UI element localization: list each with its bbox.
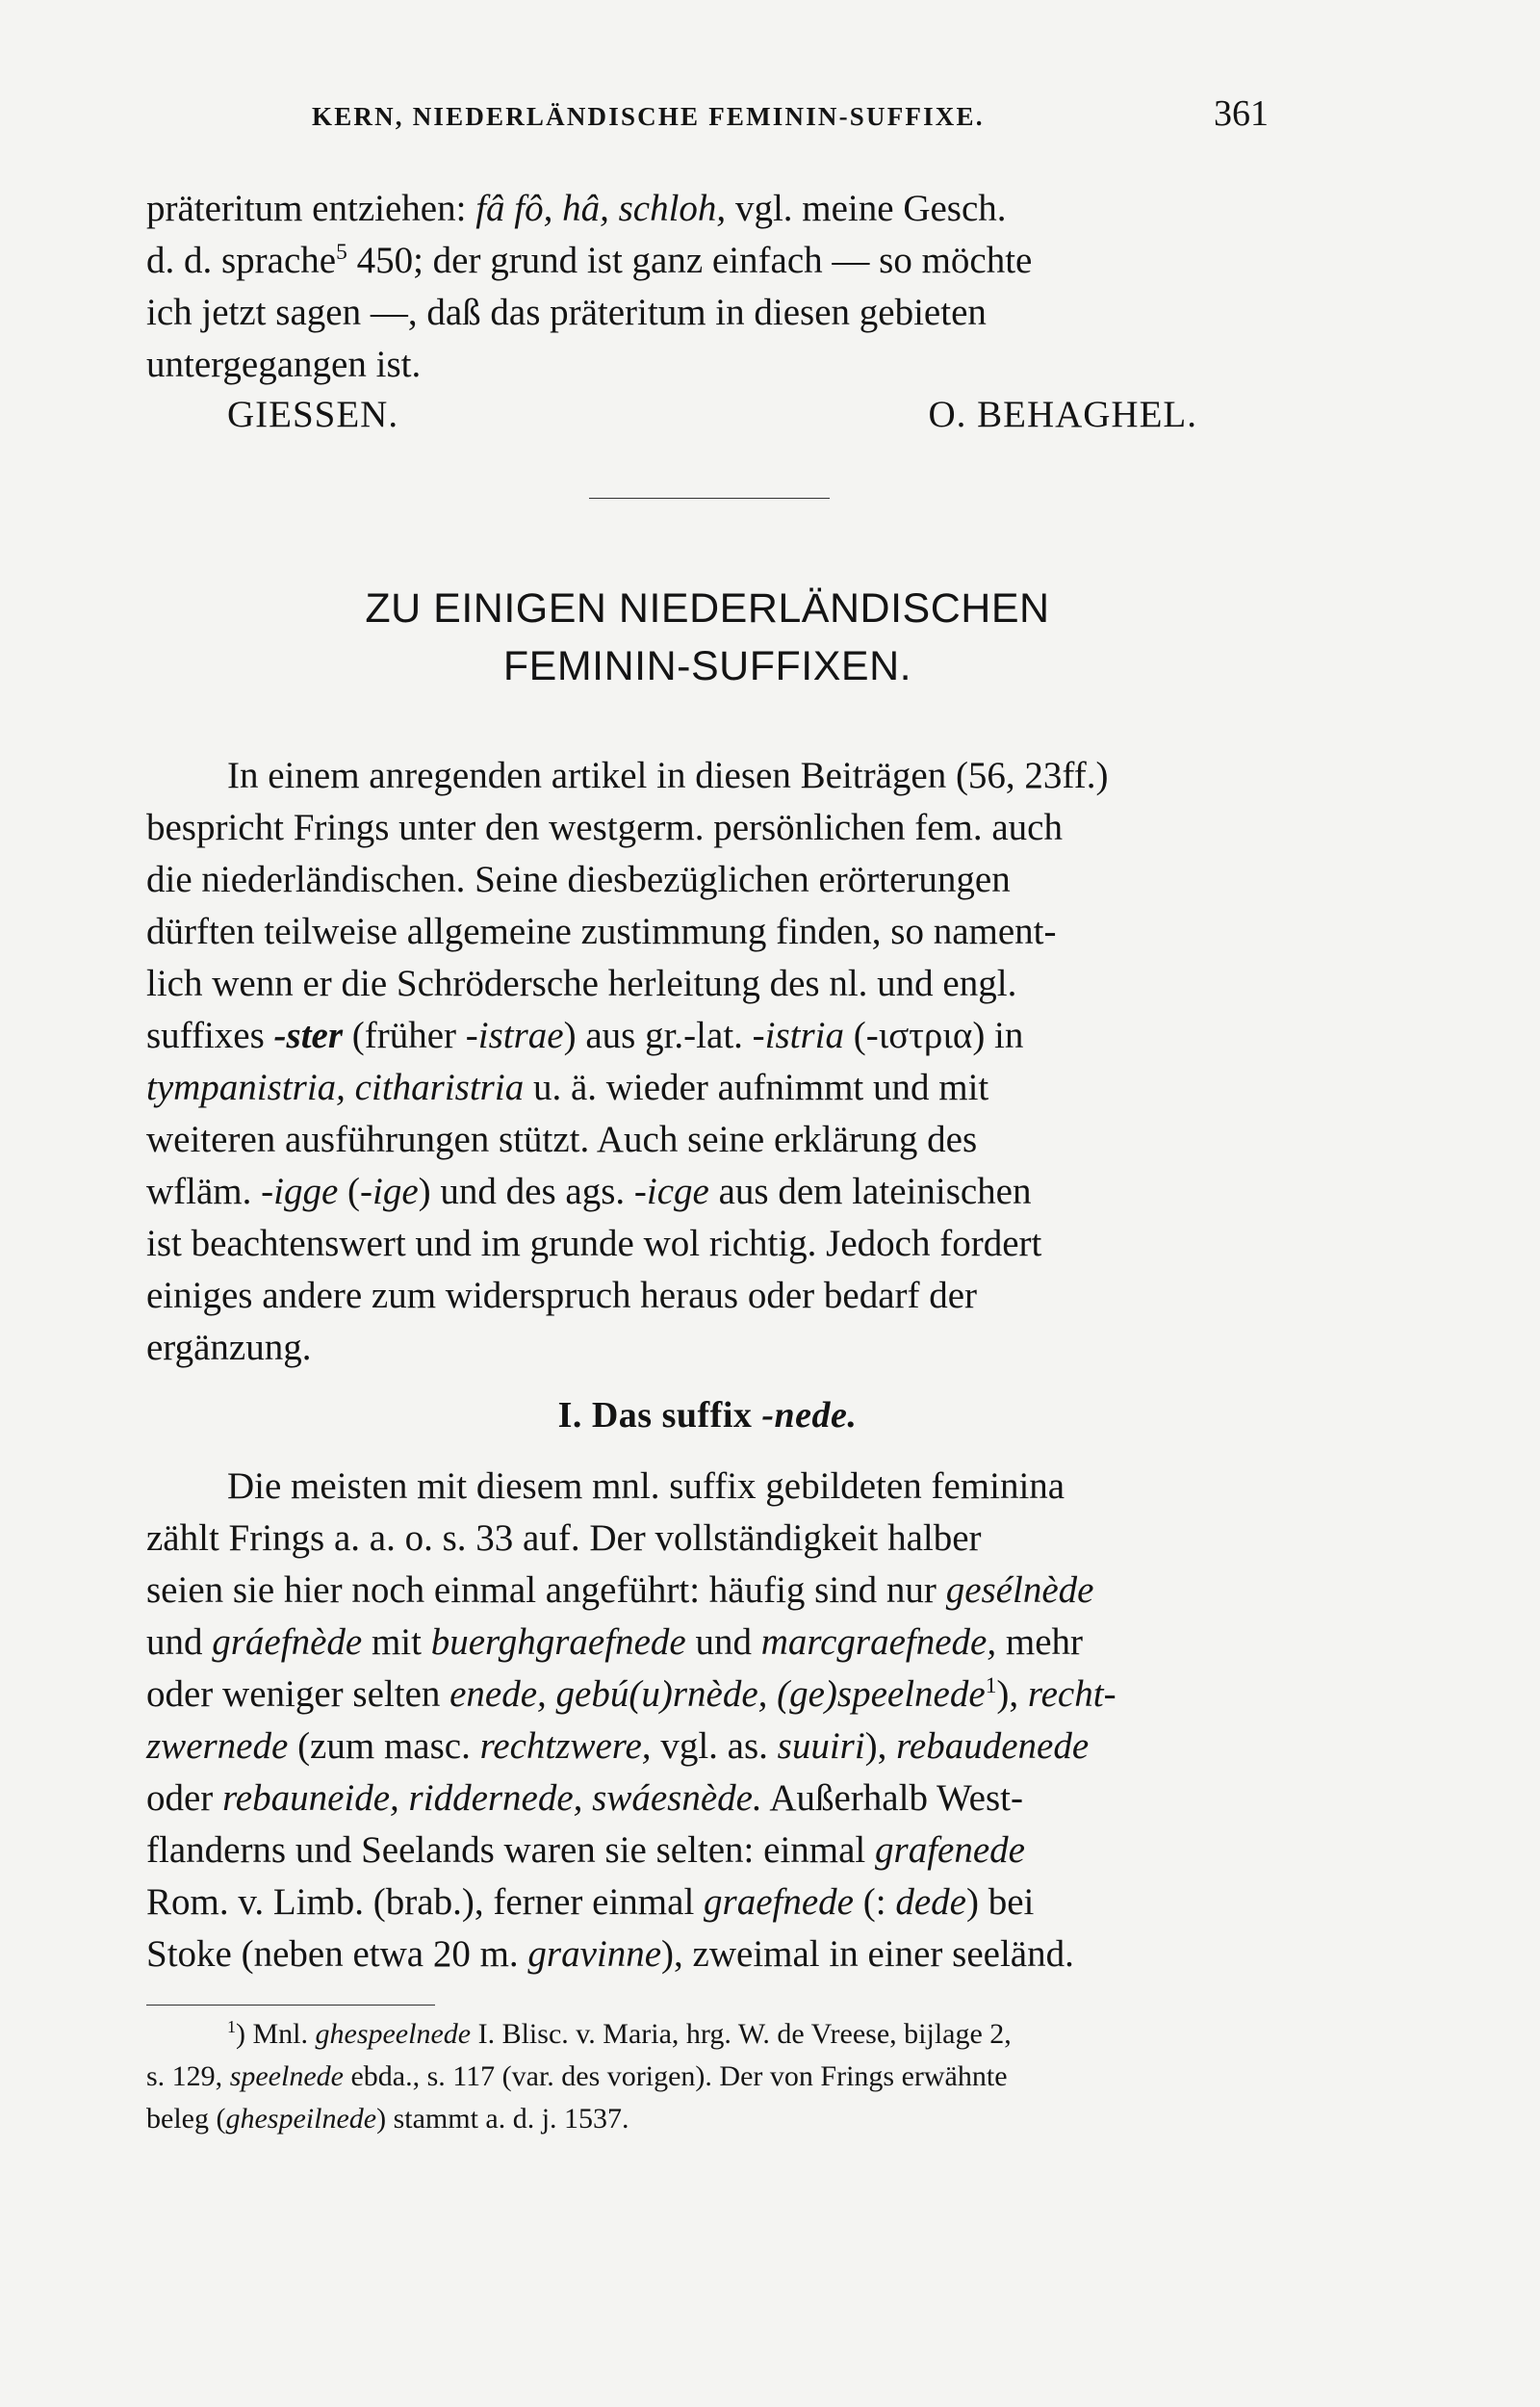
text-line: bespricht Frings unter den westgerm. persönlichen fem. auch: [146, 807, 1063, 848]
text-line: und gráefnède mit buerghgraefnede und marcgraefnede, mehr: [146, 1621, 1083, 1663]
text-line: ich jetzt sagen —, daß das präteritum in diesen gebieten: [146, 292, 987, 333]
text-line: Rom. v. Limb. (brab.), ferner einmal graefnede (: dede) bei: [146, 1881, 1035, 1923]
text-line: zählt Frings a. a. o. s. 33 auf. Der vollständigkeit halber: [146, 1517, 982, 1559]
text-line: flanderns und Seelands waren sie selten: einmal grafenede: [146, 1829, 1025, 1871]
text-line: suffixes -ster (früher -istrae) aus gr.-lat. -istria (-ιστρια) in: [146, 1015, 1024, 1056]
text-line: wfläm. -igge (-ige) und des ags. -icge aus dem lateinischen: [146, 1171, 1032, 1212]
footnote-rule: [146, 2005, 435, 2006]
text-line: oder rebauneide, riddernede, swáesnède. Außerhalb West-: [146, 1777, 1023, 1819]
page-number: 361: [1214, 93, 1269, 134]
text-line: die niederländischen. Seine diesbezüglichen erörterungen: [146, 859, 1011, 900]
text-line: seien sie hier noch einmal angeführt: häufig sind nur gesélnède: [146, 1569, 1094, 1611]
text-line: oder weniger selten enede, gebú(u)rnède, (ge)speelnede$^1$), recht-: [146, 1673, 1116, 1715]
footnote: [146, 2013, 1269, 2140]
text-line: ist beachtenswert und im grunde wol richtig. Jedoch fordert: [146, 1223, 1042, 1264]
text-line: einiges andere zum widerspruch heraus oder bedarf der: [146, 1275, 978, 1316]
text-line: weiteren ausführungen stützt. Auch seine erklärung des: [146, 1119, 978, 1160]
footnote-line: s. 129, speelnede ebda., s. 117 (var. des vorigen). Der von Frings erwähnte: [146, 2060, 1008, 2092]
signature: [146, 393, 1269, 445]
paragraph-2: [146, 1461, 1269, 1980]
intro-paragraph: [146, 183, 1269, 391]
title-line: FEMININ-SUFFIXEN.: [502, 643, 912, 689]
running-header: [146, 94, 1269, 142]
text-line: untergegangen ist.: [146, 344, 422, 385]
footnote-line: beleg (ghespeilnede) stammt a. d. j. 1537.: [146, 2103, 629, 2135]
text-line: Die meisten mit diesem mnl. suffix gebildeten feminina: [227, 1465, 1065, 1507]
text-line: dürften teilweise allgemeine zustimmung finden, so nament-: [146, 911, 1057, 952]
text-line: Stoke (neben etwa 20 m. gravinne), zweimal in einer seeländ.: [146, 1933, 1074, 1975]
text-line: tympanistria, citharistria u. ä. wieder aufnimmt und mit: [146, 1067, 989, 1108]
signature-author: O. BEHAGHEL.: [928, 394, 1197, 435]
text-line: In einem anregenden artikel in diesen Beiträgen (56, 23ff.): [227, 755, 1109, 796]
text-line: ergänzung.: [146, 1327, 312, 1368]
paragraph-1: [146, 750, 1269, 1374]
text-line: präteritum entziehen: fâ fô, hâ, schloh, vgl. meine Gesch.: [146, 188, 1007, 229]
signature-city: GIESSEN.: [227, 394, 399, 435]
title-line: ZU EINIGEN NIEDERLÄNDISCHEN: [365, 585, 1050, 632]
text-line: d. d. sprache$^5$ 450; der grund ist ganz einfach — so möchte: [146, 240, 1033, 281]
section-heading: I. Das suffix -nede.: [557, 1395, 858, 1436]
text-line: lich wenn er die Schrödersche herleitung des nl. und engl.: [146, 963, 1017, 1004]
footnote-line: $^1$) Mnl. ghespeelnede I. Blisc. v. Maria, hrg. W. de Vreese, bijlage 2,: [227, 2017, 1012, 2050]
article-title: [146, 580, 1269, 695]
running-title: KERN, NIEDERLÄNDISCHE FEMININ-SUFFIXE.: [312, 102, 985, 131]
text-line: zwernede (zum masc. rechtzwere, vgl. as. suuiri), rebaudenede: [146, 1725, 1090, 1767]
separator-rule: [589, 498, 830, 499]
